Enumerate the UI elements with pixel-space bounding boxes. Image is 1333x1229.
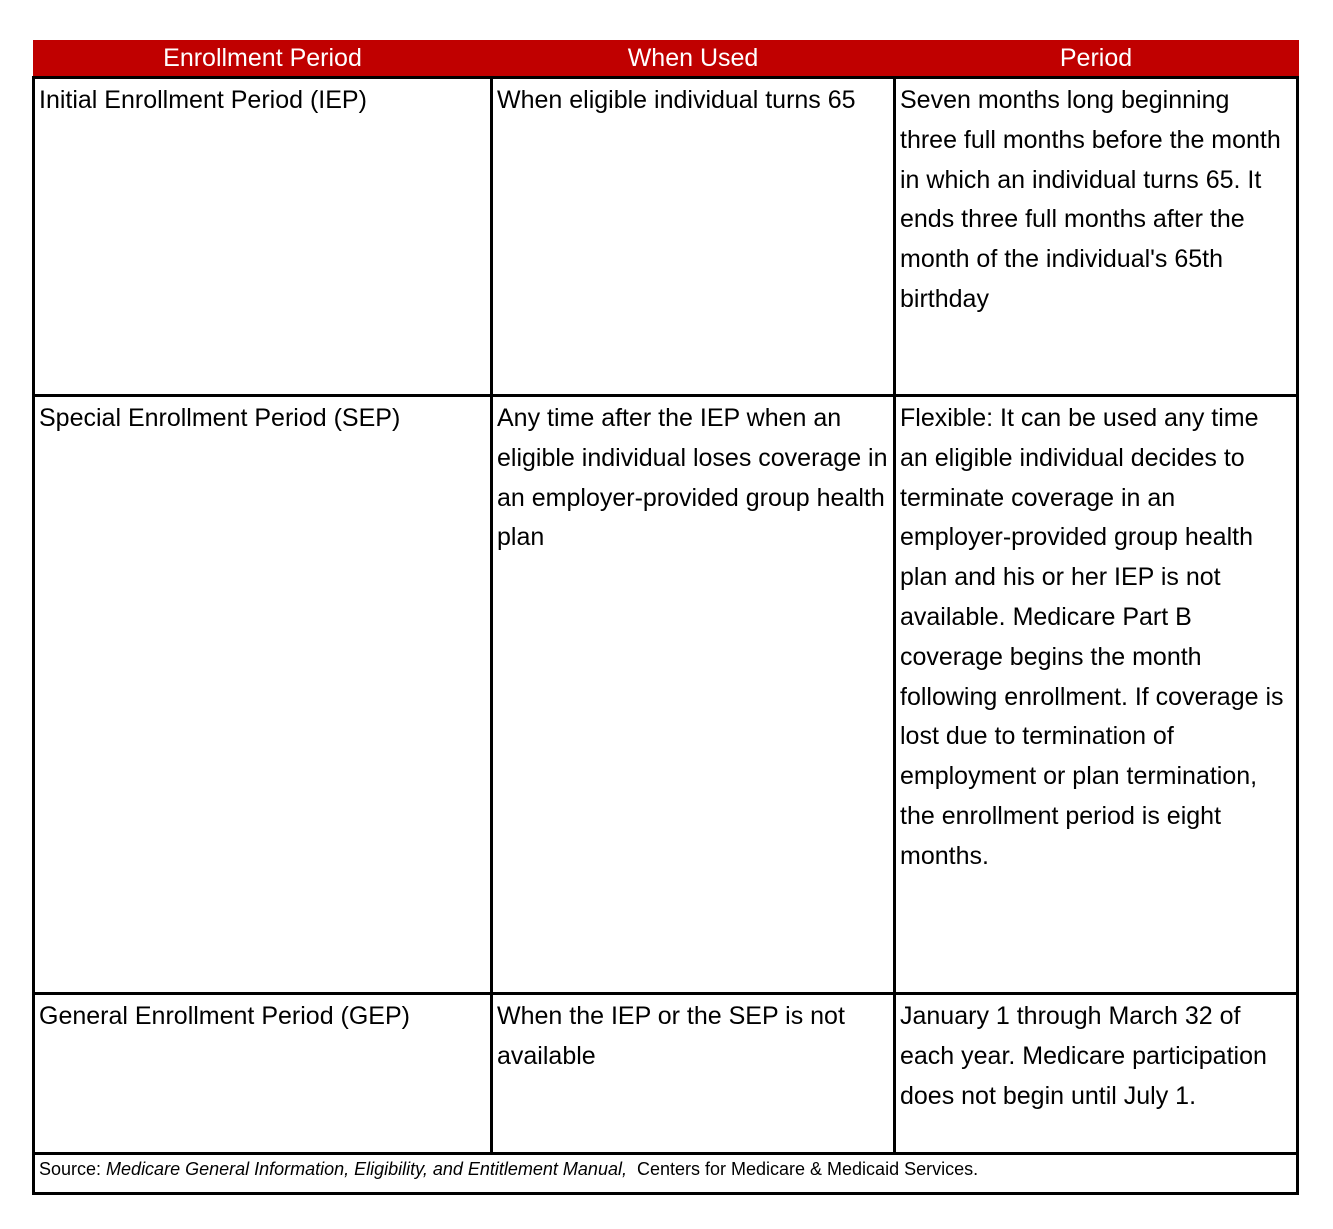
source-note bbox=[34, 1154, 1298, 1194]
source-publisher: Centers for Medicare & Medicaid Services. bbox=[626, 1159, 979, 1179]
cell-when-used: When the IEP or the SEP is not available bbox=[492, 994, 895, 1154]
header-enrollment-period: Enrollment Period bbox=[34, 40, 492, 78]
enrollment-table-container bbox=[32, 40, 1296, 1195]
cell-period-name: General Enrollment Period (GEP) bbox=[34, 994, 492, 1154]
cell-period-name: Initial Enrollment Period (IEP) bbox=[34, 78, 492, 396]
cell-period-description: Seven months long beginning three full months before the month in which an individual turns 65. It ends three full months after the month of the individual's 65th birthday bbox=[895, 78, 1298, 396]
cell-period-description: Flexible: It can be used any time an eligible individual decides to terminate coverage in an employer-provided group health plan and his or her IEP is not available. Medicare Part B coverage begins the month following enrollment. If coverage is lost due to termination of employment or plan termination, the enrollment period is eight months. bbox=[895, 396, 1298, 994]
enrollment-periods-table bbox=[32, 40, 1299, 1195]
table-row-gep bbox=[34, 994, 1298, 1154]
cell-when-used: When eligible individual turns 65 bbox=[492, 78, 895, 396]
table-row-iep bbox=[34, 78, 1298, 396]
cell-when-used: Any time after the IEP when an eligible individual loses coverage in an employer-provided group health plan bbox=[492, 396, 895, 994]
table-source-row bbox=[34, 1154, 1298, 1194]
source-prefix: Source: bbox=[39, 1159, 107, 1179]
header-when-used: When Used bbox=[492, 40, 895, 78]
header-period: Period bbox=[895, 40, 1298, 78]
source-document-title: Medicare General Information, Eligibility, and Entitlement Manual, bbox=[106, 1159, 627, 1179]
table-row-sep bbox=[34, 396, 1298, 994]
cell-period-description: January 1 through March 32 of each year. Medicare participation does not begin until July 1. bbox=[895, 994, 1298, 1154]
cell-period-name: Special Enrollment Period (SEP) bbox=[34, 396, 492, 994]
table-header-row bbox=[34, 40, 1298, 78]
